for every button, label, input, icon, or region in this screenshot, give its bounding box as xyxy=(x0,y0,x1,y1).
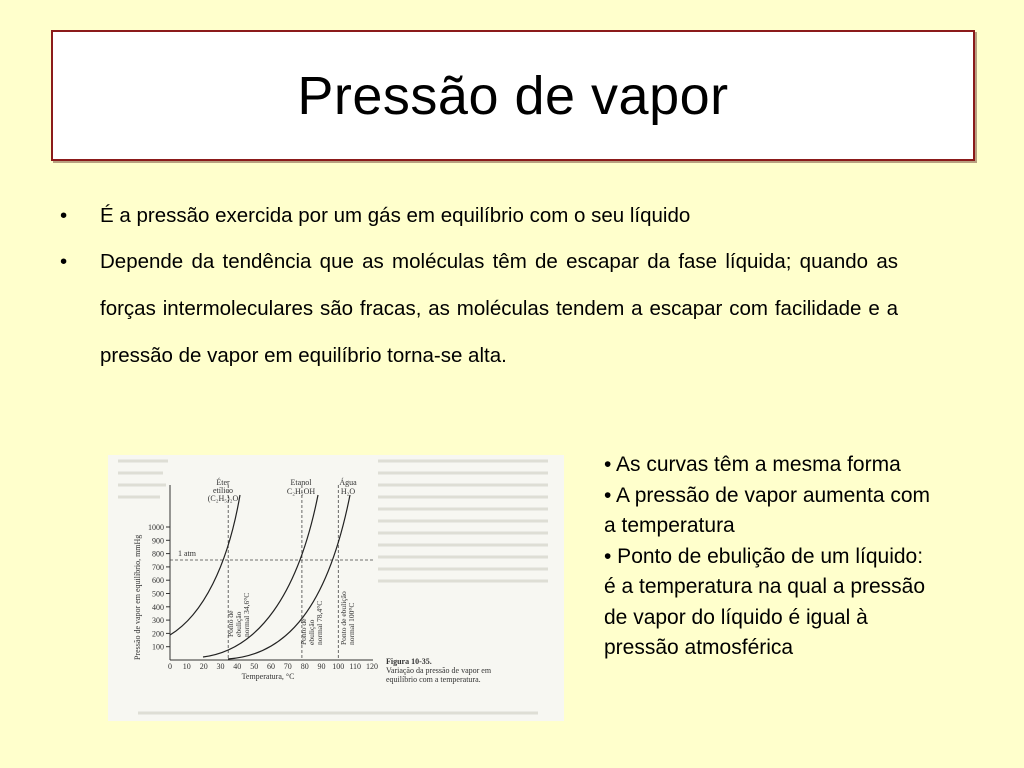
y-tick-label: 800 xyxy=(152,549,164,559)
y-axis-label: Pressão de vapor em equilíbrio, mmHg xyxy=(133,534,142,660)
x-tick-label: 30 xyxy=(216,662,225,671)
x-tick-label: 110 xyxy=(349,662,362,671)
side-note: • A pressão de vapor aumenta com a temperatura xyxy=(604,483,931,537)
y-tick-label: 200 xyxy=(152,629,164,639)
caption-text: Variação da pressão de vapor em equilíbrio com a temperatura. xyxy=(386,666,492,684)
curve-formula: (C₂H₅)₂O xyxy=(207,494,239,503)
caption-label: Figura 10-35. xyxy=(386,657,432,666)
atm-label: 1 atm xyxy=(178,549,196,558)
x-tick-label: 10 xyxy=(182,662,191,671)
bullet-marker: • xyxy=(60,204,68,227)
bullet-item xyxy=(60,238,898,379)
bullet-marker: • xyxy=(60,250,68,273)
bullet-text: É a pressão exercida por um gás em equilíbrio com o seu líquido xyxy=(100,204,691,227)
side-note: • Ponto de ebulição de um líquido: é a temperatura na qual a pressão de vapor do líquido é igual à pressão atmosférica xyxy=(604,544,926,659)
boiling-label: ebulição xyxy=(307,619,316,645)
y-tick-label: 100 xyxy=(152,642,164,652)
curve-name: etílico xyxy=(213,486,233,495)
y-tick-label: 1000 xyxy=(148,523,164,532)
boiling-label: Ponto de xyxy=(226,610,235,637)
x-tick-label: 100 xyxy=(332,662,345,671)
slide-title: Pressão de vapor xyxy=(297,65,729,126)
x-tick-label: 60 xyxy=(267,662,275,671)
x-tick-label: 90 xyxy=(317,662,326,671)
side-notes xyxy=(604,450,934,664)
bullet-item xyxy=(60,192,898,239)
x-tick-label: 70 xyxy=(283,662,292,671)
side-note: • As curvas têm a mesma forma xyxy=(604,453,901,476)
bullet-text: Depende da tendência que as moléculas têm de escapar da fase líquida; quando as forças intermoleculares são fracas, as moléculas tendem a escapar com facilidade e a pressão de vapor em equilíbrio torna-se alta. xyxy=(100,250,898,367)
y-tick-label: 300 xyxy=(152,616,164,626)
curve-name: Água xyxy=(339,478,357,487)
y-tick-label: 600 xyxy=(152,576,164,586)
svg-text:Figura 10-35. xyxy=(386,657,432,666)
y-tick-label: 900 xyxy=(152,536,164,546)
boiling-label: normal 100°C xyxy=(347,602,356,645)
x-axis-label: Temperatura, °C xyxy=(241,672,295,681)
y-tick-label: 700 xyxy=(152,562,164,572)
y-tick-label: 500 xyxy=(152,589,164,599)
curve-formula: C₂H₅OH xyxy=(286,487,316,496)
vapor-pressure-graph xyxy=(108,455,564,721)
boiling-label: normal 78,4°C xyxy=(315,600,324,645)
boiling-label: Ponto de xyxy=(299,618,308,645)
boiling-label: normal 34,6°C xyxy=(242,592,251,637)
boiling-label: Ponto de ebulição xyxy=(339,591,348,645)
curve-name: Éter xyxy=(216,478,230,487)
curve-name: Etanol xyxy=(290,478,312,487)
boiling-label: ebulição xyxy=(234,611,243,637)
y-tick-label: 400 xyxy=(152,602,164,612)
x-tick-label: 50 xyxy=(250,662,259,671)
title-box xyxy=(51,30,975,161)
x-tick-label: 80 xyxy=(300,662,309,671)
x-tick-label: 20 xyxy=(199,662,208,671)
main-bullet-list xyxy=(60,192,898,379)
x-tick-label: 120 xyxy=(366,662,378,671)
vapor-pressure-figure xyxy=(108,455,564,721)
curve-formula: H₂O xyxy=(340,487,356,496)
x-tick-label: 40 xyxy=(233,662,242,671)
x-tick-label: 0 xyxy=(168,662,172,671)
